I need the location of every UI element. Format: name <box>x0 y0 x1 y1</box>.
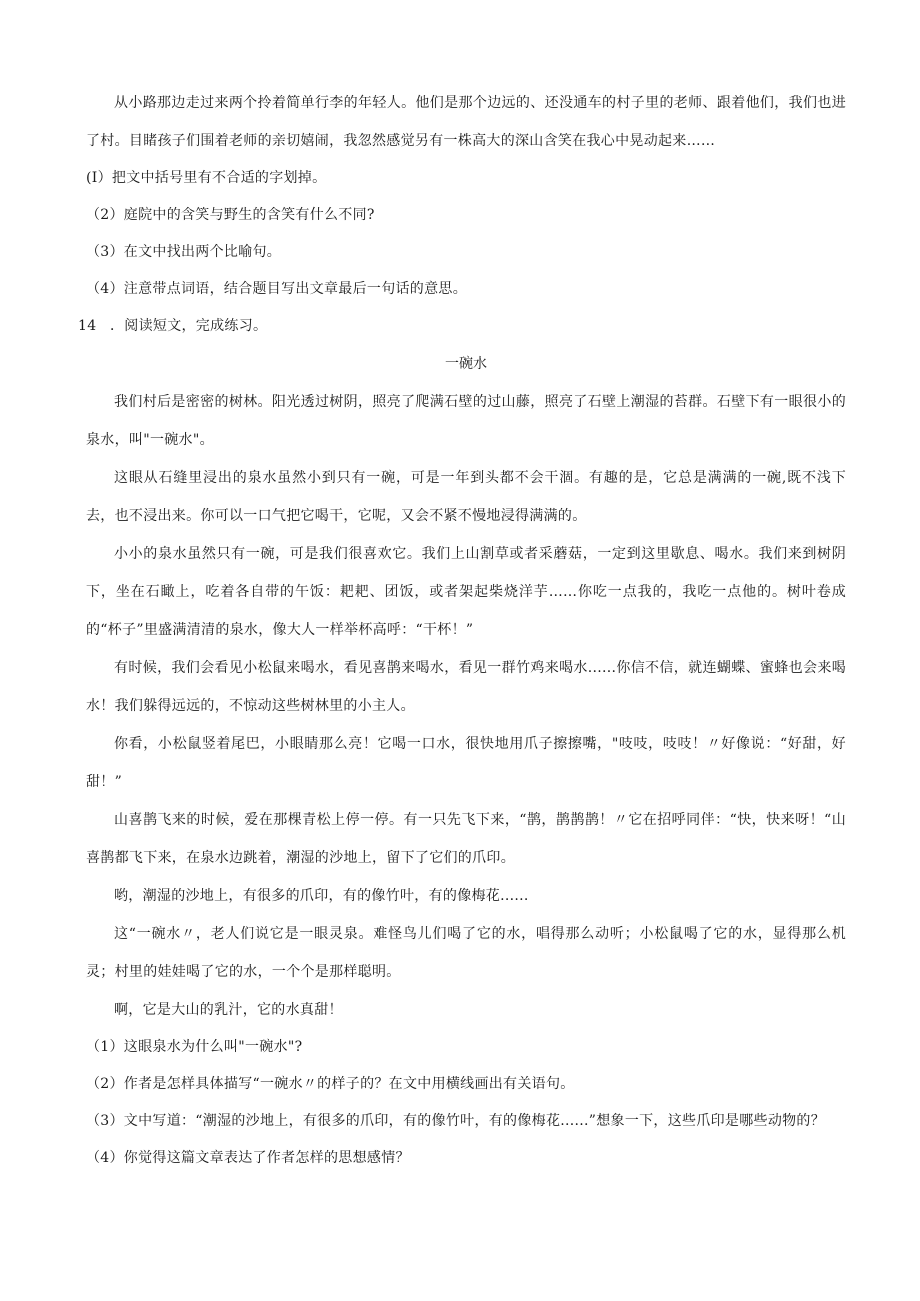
question-14-part-4: （4）你觉得这篇文章表达了作者怎样的思想感情？ <box>86 1150 410 1166</box>
passage-title: 一碗水 <box>445 356 487 372</box>
question-number: 14 <box>78 318 97 334</box>
question-instruction: ．阅读短文，完成练习。 <box>110 318 268 334</box>
passage-paragraph-6: 山喜鹊飞来的时候，爱在那棵青松上停一停。有一只先飞下来，“鹊，鹊鹊鹊！〃它在招呼同伴：“快，快来呀！“山喜鹊都飞下来，在泉水边跳着，潮湿的沙地上，留下了它们的爪印。 <box>86 812 846 866</box>
previous-passage-paragraph: 从小路那边走过来两个拎着简单行李的年轻人。他们是那个边远的、还没通车的村子里的老师、跟着他们，我们也进了村。目睹孩子们围着老师的亲切嬉闹，我忽然感觉另有一株高大的深山含笑在我心中晃动起来…… <box>86 95 846 149</box>
passage-paragraph-9: 啊，它是大山的乳汁，它的水真甜！ <box>114 1002 343 1018</box>
question-14-part-1: （1）这眼泉水为什么叫"一碗水"? <box>86 1039 303 1055</box>
previous-question-4: （4）注意带点词语，结合题目写出文章最后一句话的意思。 <box>86 281 468 297</box>
passage-paragraph-3: 小小的泉水虽然只有一碗，可是我们很喜欢它。我们上山割草或者采蘑菇，一定到这里歇息、喝水。我们来到树阴下，坐在石瞰上，吃着各自带的午饭：耙耙、团饭，或者架起柴烧洋芋……你吃一点我的，我吃一点他的。树叶卷成的“杯子”里盛满清清的泉水，像大人一样举杯高呼：“干杯！” <box>86 546 846 638</box>
passage-paragraph-7: 哟，潮湿的沙地上，有很多的爪印，有的像竹叶，有的像梅花...... <box>114 888 529 904</box>
passage-paragraph-4: 有时候，我们会看见小松鼠来喝水，看见喜鹊来喝水，看见一群竹鸡来喝水......你信不信，就连蝴蝶、蜜蜂也会来喝水！我们躲得远远的，不惊动这些树林里的小主人。 <box>86 660 846 714</box>
passage-paragraph-8: 这“一碗水〃，老人们说它是一眼灵泉。难怪鸟儿们喝了它的水，唱得那么动听；小松鼠喝了它的水，显得那么机灵；村里的娃娃喝了它的水，一个个是那样聪明。 <box>86 926 846 980</box>
document-page <box>78 84 846 1177</box>
question-14-part-3: （3）文中写道：“潮湿的沙地上，有很多的爪印，有的像竹叶，有的像梅花......”想象一下，这些爪印是哪些动物的？ <box>86 1113 826 1129</box>
passage-paragraph-5: 你看，小松鼠竖着尾巴，小眼睛那么亮！它喝一口水，很快地用爪子擦擦嘴，"吱吱，吱吱！〃好像说：“好甜，好甜！” <box>86 736 846 790</box>
question-14-header <box>78 308 846 345</box>
question-14-part-2: （2）作者是怎样具体描写“一碗水〃的样子的？在文中用横线画出有关语句。 <box>86 1076 575 1092</box>
previous-question-2: （2）庭院中的含笑与野生的含笑有什么不同? <box>86 207 375 223</box>
previous-question-1: (I）把文中括号里有不合适的字划掉。 <box>86 170 327 186</box>
previous-question-3: （3）在文中找出两个比喻句。 <box>86 244 282 260</box>
passage-paragraph-2: 这眼从石缝里浸出的泉水虽然小到只有一碗，可是一年到头都不会干涸。有趣的是，它总是满满的一碗,既不浅下去，也不浸出来。你可以一口气把它喝干，它呢，又会不紧不慢地浸得满满的。 <box>86 470 846 524</box>
passage-paragraph-1: 我们村后是密密的树林。阳光透过树阴，照亮了爬满石壁的过山藤，照亮了石壁上潮湿的苔群。石壁下有一眼很小的泉水，叫"一碗水"。 <box>86 394 846 448</box>
